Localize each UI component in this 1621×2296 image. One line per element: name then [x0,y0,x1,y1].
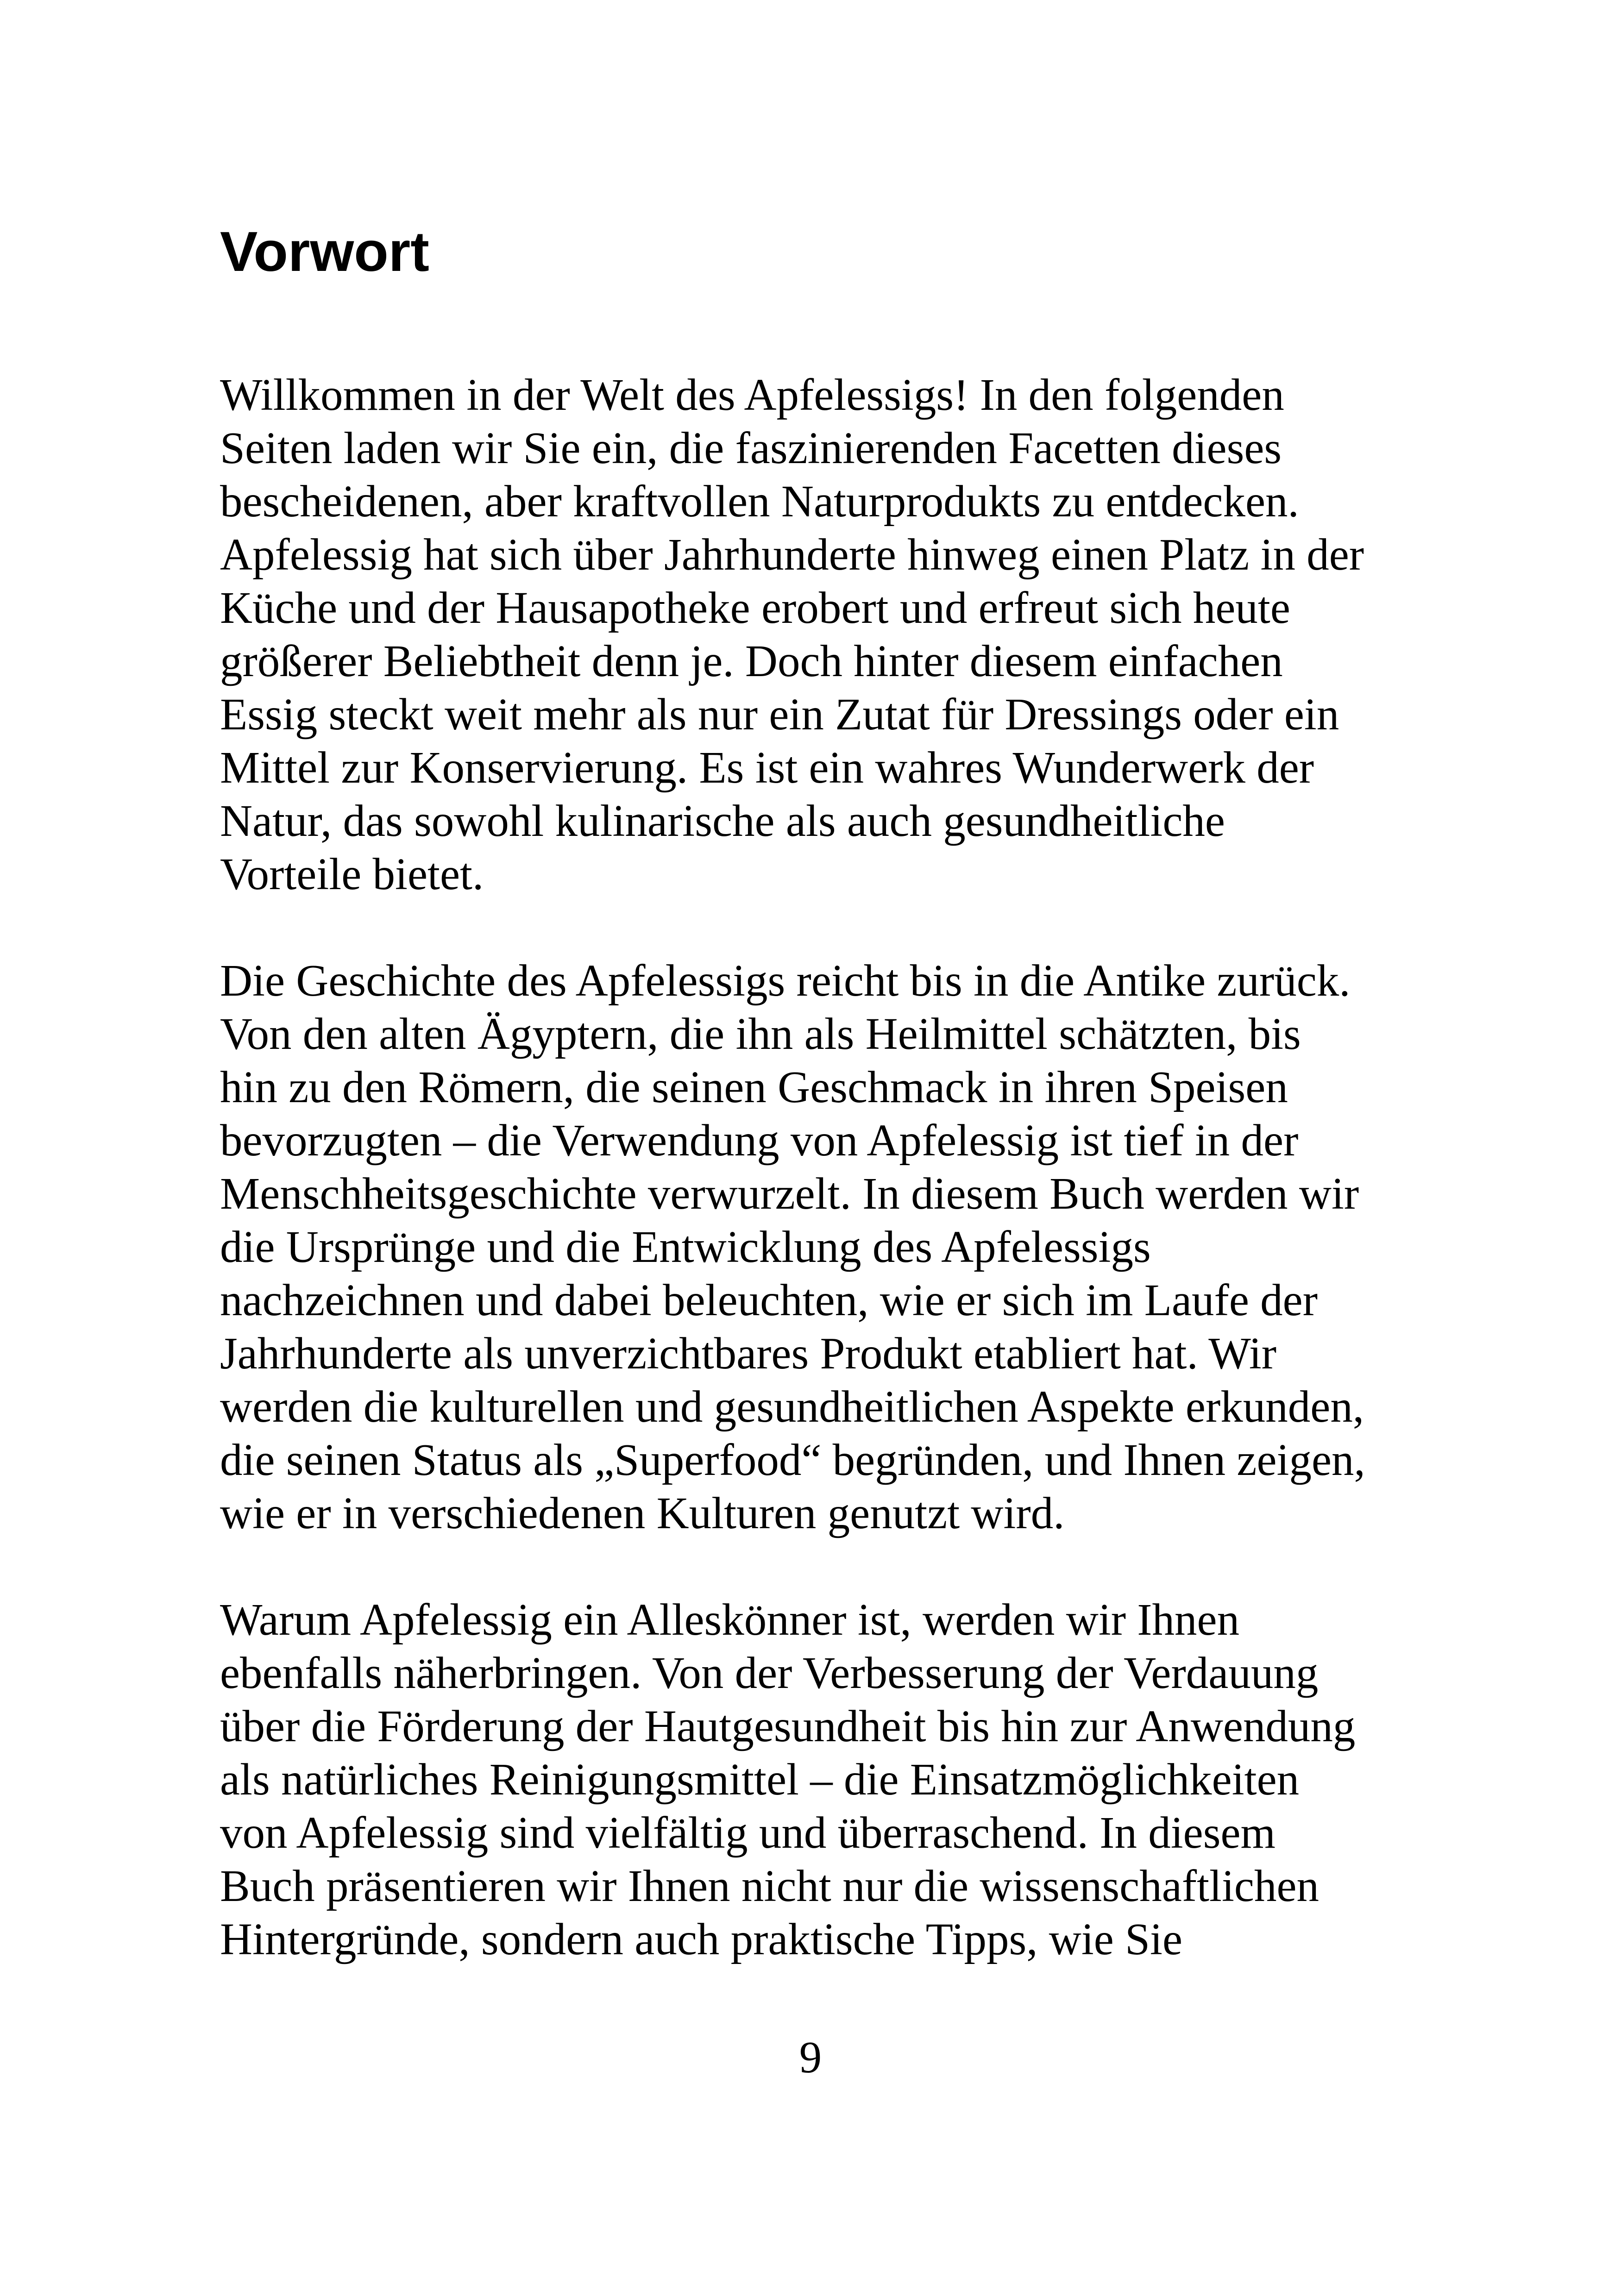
text-line: Hintergründe, sondern auch praktische Tipps, wie Sie [220,1914,1183,1964]
text-line: Menschheitsgeschichte verwurzelt. In diesem Buch werden wir [220,1169,1359,1218]
paragraph-3 [220,1593,1470,1966]
text-line: Vorteile bietet. [220,849,484,899]
text-line: Natur, das sowohl kulinarische als auch gesundheitliche [220,796,1225,846]
paragraph-1 [220,368,1470,901]
text-line: hin zu den Römern, die seinen Geschmack in ihren Speisen [220,1062,1288,1112]
text-line: Seiten laden wir Sie ein, die faszinierenden Facetten dieses [220,423,1282,473]
page-number: 9 [799,2033,822,2082]
text-line: die Ursprünge und die Entwicklung des Apfelessigs [220,1222,1151,1272]
text-line: bescheidenen, aber kraftvollen Naturprodukts zu entdecken. [220,477,1299,526]
text-line: über die Förderung der Hautgesundheit bis hin zur Anwendung [220,1701,1356,1751]
text-line: Küche und der Hausapotheke erobert und erfreut sich heute [220,583,1290,633]
text-line: die seinen Status als „Superfood“ begründen, und Ihnen zeigen, [220,1435,1365,1485]
text-line: Von den alten Ägyptern, die ihn als Heilmittel schätzten, bis [220,1009,1301,1059]
text-line: von Apfelessig sind vielfältig und überraschend. In diesem [220,1808,1275,1857]
text-line: Buch präsentieren wir Ihnen nicht nur die wissenschaftlichen [220,1861,1319,1911]
body-text [220,368,1470,1966]
text-line: Warum Apfelessig ein Alleskönner ist, werden wir Ihnen [220,1595,1240,1644]
chapter-heading: Vorwort [220,220,429,283]
text-line: nachzeichnen und dabei beleuchten, wie er sich im Laufe der [220,1275,1318,1325]
text-line: Die Geschichte des Apfelessigs reicht bis in die Antike zurück. [220,956,1351,1005]
text-line: ebenfalls näherbringen. Von der Verbesserung der Verdauung [220,1648,1319,1698]
text-line: Mittel zur Konservierung. Es ist ein wahres Wunderwerk der [220,743,1314,792]
text-line: Essig steckt weit mehr als nur ein Zutat für Dressings oder ein [220,690,1339,739]
text-line: werden die kulturellen und gesundheitlichen Aspekte erkunden, [220,1382,1364,1431]
text-line: Jahrhunderte als unverzichtbares Produkt etabliert hat. Wir [220,1329,1277,1378]
text-line: größerer Beliebtheit denn je. Doch hinter diesem einfachen [220,636,1283,686]
text-line: bevorzugten – die Verwendung von Apfelessig ist tief in der [220,1116,1299,1165]
text-line: Apfelessig hat sich über Jahrhunderte hinweg einen Platz in der [220,530,1364,579]
text-line: Willkommen in der Welt des Apfelessigs! In den folgenden [220,370,1284,420]
text-line: als natürliches Reinigungsmittel – die Einsatzmöglichkeiten [220,1755,1300,1804]
text-line: wie er in verschiedenen Kulturen genutzt wird. [220,1488,1065,1538]
paragraph-2 [220,954,1470,1540]
